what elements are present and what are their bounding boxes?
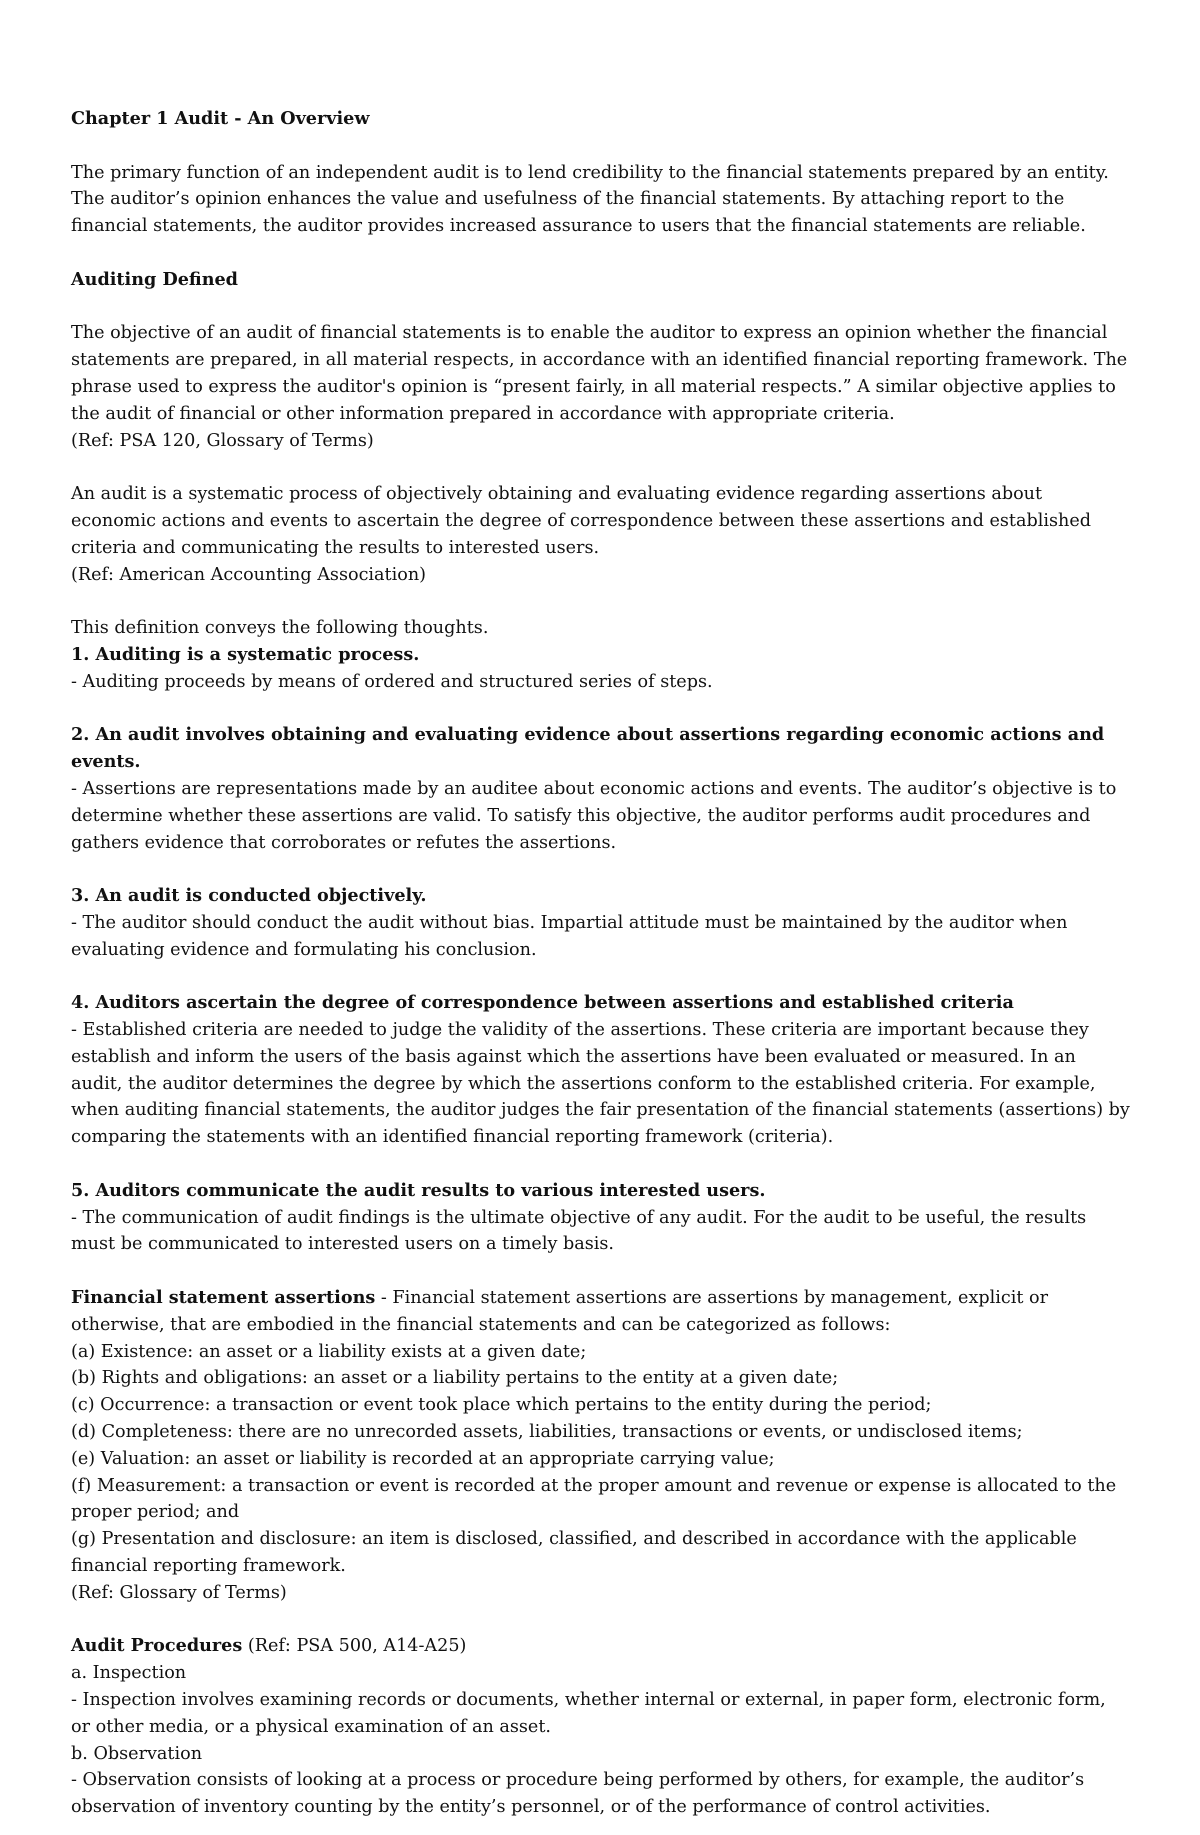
procedure-b-label: b. Observation	[71, 1743, 203, 1764]
procedures-reference: (Ref: PSA 500, A14-A25)	[242, 1636, 467, 1657]
thought-3-text: - The auditor should conduct the audit without bias. Impartial attitude must be maintained by the auditor when evaluating evidence and formulating his conclusion.	[71, 912, 1068, 960]
thought-5-heading: 5. Auditors communicate the audit results to various interested users.	[71, 1179, 766, 1201]
thought-4-text: - Established criteria are needed to judge the validity of the assertions. These criteria are important because they establish and inform the users of the basis against which the assertions have been evaluated or measured. In an audit, the auditor determines the degree by which the assertions conform to the established criteria. For example, when auditing financial statements, the auditor judges the fair presentation of the financial statements (assertions) by comparing the statements with an identified financial reporting framework (criteria).	[71, 1020, 1130, 1148]
definition-conveys: This definition conveys the following thoughts.	[71, 618, 489, 639]
thought-1-heading: 1. Auditing is a systematic process.	[71, 643, 420, 665]
thought-4-heading: 4. Auditors ascertain the degree of correspondence between assertions and established criteria	[71, 992, 1014, 1014]
thought-2-text: - Assertions are representations made by an auditee about economic actions and events. The auditor’s objective is to determine whether these assertions are valid. To satisfy this objective, the auditor performs audit procedures and gathers evidence that corroborates or refutes the assertions.	[71, 778, 1117, 853]
intro-paragraph: The primary function of an independent audit is to lend credibility to the financial statements prepared by an entity. The auditor’s opinion enhances the value and usefulness of the financial statements. By attaching report to the financial statements, the auditor provides increased assurance to users that the financial statements are reliable.	[71, 162, 1109, 237]
procedures-heading-line	[71, 1633, 1130, 1660]
reference-aaa: (Ref: American Accounting Association)	[71, 564, 427, 585]
assertions-reference: (Ref: Glossary of Terms)	[71, 1582, 287, 1603]
assertion-item-f: (f) Measurement: a transaction or event is recorded at the proper amount and revenue or expense is allocated to the proper period; and	[71, 1475, 1117, 1523]
definition-paragraph: An audit is a systematic process of objectively obtaining and evaluating evidence regarding assertions about economic actions and events to ascertain the degree of correspondence between these assertions and established criteria and communicating the results to interested users.	[71, 484, 1091, 558]
procedure-b-text: - Observation consists of looking at a process or procedure being performed by others, for example, the auditor’s observation of inventory counting by the entity’s personnel, or of the performance of control activities.	[71, 1770, 1085, 1818]
thought-2-heading: 2. An audit involves obtaining and evaluating evidence about assertions regarding economic actions and events.	[71, 724, 1105, 773]
assertions-intro	[71, 1285, 1130, 1339]
thought-5-text: - The communication of audit findings is the ultimate objective of any audit. For the audit to be useful, the results must be communicated to interested users on a timely basis.	[71, 1207, 1087, 1255]
assertions-heading: Financial statement assertions	[71, 1287, 376, 1309]
assertion-item-e: (e) Valuation: an asset or liability is recorded at an appropriate carrying value;	[71, 1448, 775, 1469]
thought-3-heading: 3. An audit is conducted objectively.	[71, 885, 427, 907]
assertion-item-a: (a) Existence: an asset or a liability exists at a given date;	[71, 1341, 587, 1362]
assertion-item-d: (d) Completeness: there are no unrecorded assets, liabilities, transactions or events, or undisclosed items;	[71, 1422, 1023, 1443]
objective-paragraph: The objective of an audit of financial statements is to enable the auditor to express an opinion whether the financial statements are prepared, in all material respects, in accordance with an identified financial reporting framework. The phrase used to express the auditor's opinion is “present fairly, in all material respects.” A similar objective applies to the audit of financial or other information prepared in accordance with appropriate criteria.	[71, 323, 1128, 424]
assertions-lead: - Financial statement assertions are assertions by management, explicit or otherwise, that are embodied in the financial statements and can be categorized as follows:	[71, 1288, 1049, 1335]
procedure-a-label: a. Inspection	[71, 1663, 187, 1684]
auditing-defined-heading: Auditing Defined	[71, 268, 238, 290]
assertion-item-g: (g) Presentation and disclosure: an item is disclosed, classified, and described in accordance with the applicable financial reporting framework.	[71, 1529, 1077, 1577]
thought-1-text: - Auditing proceeds by means of ordered and structured series of steps.	[71, 671, 713, 692]
assertion-item-c: (c) Occurrence: a transaction or event took place which pertains to the entity during the period;	[71, 1395, 932, 1416]
procedure-a-text: - Inspection involves examining records or documents, whether internal or external, in paper form, electronic form, or other media, or a physical examination of an asset.	[71, 1690, 1106, 1737]
procedures-heading: Audit Procedures	[71, 1635, 243, 1657]
reference-psa-120: (Ref: PSA 120, Glossary of Terms)	[71, 430, 374, 451]
page-title: Chapter 1 Audit - An Overview	[71, 108, 370, 129]
assertion-item-b: (b) Rights and obligations: an asset or a liability pertains to the entity at a given date;	[71, 1368, 839, 1389]
